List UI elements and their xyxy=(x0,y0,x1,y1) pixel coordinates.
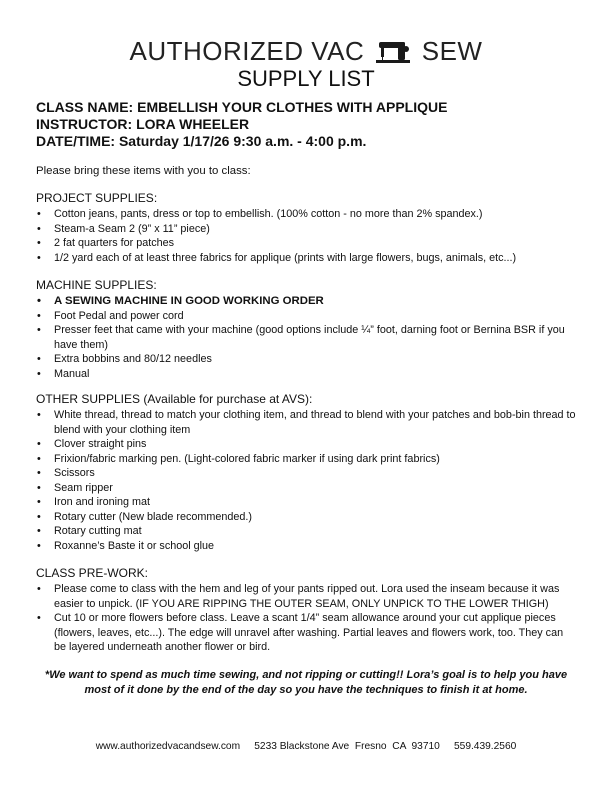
list-item: • Rotary cutting mat xyxy=(36,524,576,539)
list-item: • Seam ripper xyxy=(36,481,576,496)
instructor: INSTRUCTOR: LORA WHEELER xyxy=(36,116,250,132)
list-item: • Frixion/fabric marking pen. (Light-colored fabric marker if using dark print fabrics) xyxy=(36,452,576,467)
website-link[interactable]: www.authorizedvacandsew.com xyxy=(95,741,241,752)
list-item: • Iron and ironing mat xyxy=(36,495,576,510)
list-item: • Cut 10 or more flowers before class. Leave a scant 1/4” seam allowance around your cut applique pieces (flowers, leaves, etc...). The edge will unravel after washing. Partial leaves and flowers work, too. They can be layered underneath another flower or bird. xyxy=(36,611,576,655)
list-item: • Steam-a Seam 2 (9” x 11” piece) xyxy=(36,222,576,237)
list-item: • White thread, thread to match your clothing item, and thread to blend with your patches and bob-bin thread to blend with your clothing item xyxy=(36,408,576,437)
project-supplies-section xyxy=(36,191,576,265)
list-item: • 2 fat quarters for patches xyxy=(36,236,576,251)
class-datetime: DATE/TIME: Saturday 1/17/26 9:30 a.m. - 4:00 p.m. xyxy=(36,133,367,149)
footer xyxy=(0,741,612,752)
list-item: • Cotton jeans, pants, dress or top to embellish. (100% cotton - no more than 2% spandex.) xyxy=(36,207,576,222)
address: 5233 Blackstone Ave Fresno CA 93710 xyxy=(254,741,440,752)
other-supplies-list xyxy=(36,408,576,553)
list-item: • 1/2 yard each of at least three fabrics for applique (prints with large flowers, bugs, animals, etc...) xyxy=(36,251,576,266)
logo-text-left: AUTHORIZED VAC xyxy=(129,36,365,66)
intro-text: Please bring these items with you to class: xyxy=(36,165,251,177)
list-item: • Extra bobbins and 80/12 needles xyxy=(36,352,576,367)
phone-number: 559.439.2560 xyxy=(453,741,517,752)
other-supplies-section xyxy=(36,392,576,553)
list-item: • Rotary cutter (New blade recommended.) xyxy=(36,510,576,525)
machine-supplies-section xyxy=(36,278,576,381)
list-item: • A SEWING MACHINE IN GOOD WORKING ORDER xyxy=(36,294,576,309)
list-item: • Please come to class with the hem and leg of your pants ripped out. Lora used the inseam because it was easier to unpick. (IF YOU ARE RIPPING THE OUTER SEAM, ONLY UNPICK TO THE LOWER THIGH) xyxy=(36,582,576,611)
section-title: PROJECT SUPPLIES: xyxy=(36,191,158,205)
section-title: MACHINE SUPPLIES: xyxy=(36,278,157,292)
class-pre-work-section xyxy=(36,566,576,655)
section-title: CLASS PRE-WORK: xyxy=(36,566,149,580)
project-supplies-list xyxy=(36,207,576,265)
class-info xyxy=(36,99,596,150)
list-item: • Manual xyxy=(36,367,576,382)
class-name: CLASS NAME: EMBELLISH YOUR CLOTHES WITH APPLIQUE xyxy=(36,99,448,115)
machine-supplies-list xyxy=(36,294,576,381)
list-item: • Presser feet that came with your machine (good options include ¼” foot, darning foot or Bernina BSR if you have them) xyxy=(36,323,576,352)
page-title: SUPPLY LIST xyxy=(237,66,375,91)
list-item: • Clover straight pins xyxy=(36,437,576,452)
list-item: • Roxanne’s Baste it or school glue xyxy=(36,539,576,554)
list-item: • Foot Pedal and power cord xyxy=(36,309,576,324)
pre-work-list xyxy=(36,582,576,655)
section-title: OTHER SUPPLIES (Available for purchase at AVS): xyxy=(36,392,313,406)
logo-text-right: SEW xyxy=(421,36,483,66)
list-item: • Scissors xyxy=(36,466,576,481)
closing-note: *We want to spend as much time sewing, and not ripping or cutting!! Lora’s goal is to help you have most of it done by the end of the day so you have the techniques to finish it at home. xyxy=(44,669,568,696)
